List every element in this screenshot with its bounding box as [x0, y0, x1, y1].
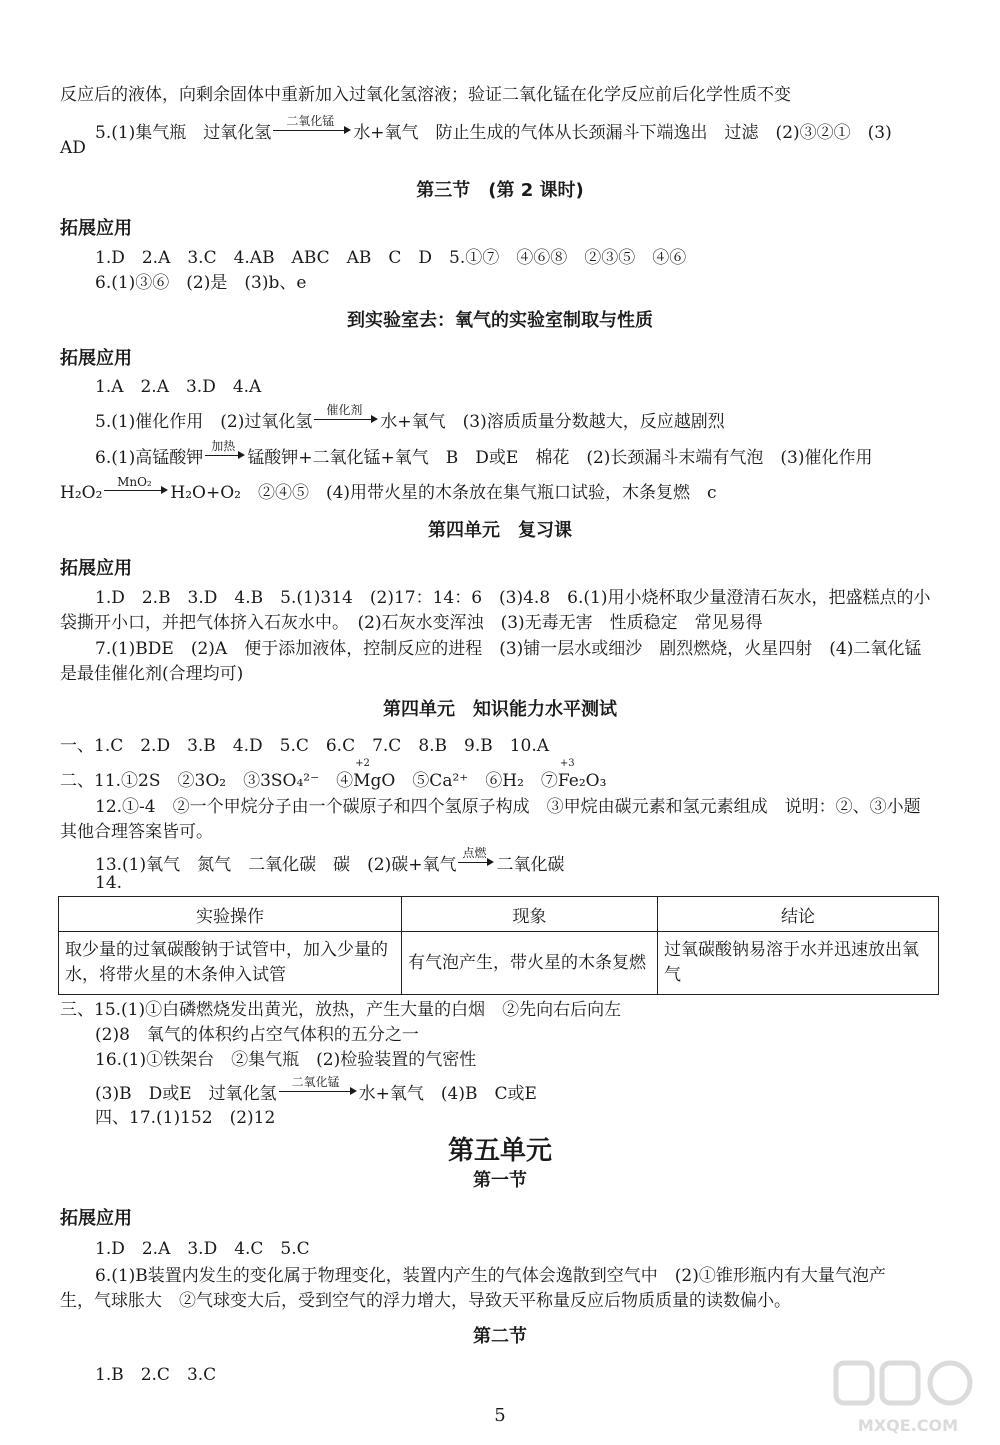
table-header-row — [59, 897, 939, 932]
subheading: 拓展应用 — [60, 218, 132, 239]
table-cell: 有气泡产生，带火星的木条复燃 — [402, 932, 658, 995]
reaction-arrow: 二氧化锰 — [273, 121, 351, 138]
subheading: 拓展应用 — [60, 348, 132, 369]
answer-line: 三、15.(1)①白磷燃烧发出黄光，放热，产生大量的白烟 ②先向右后向左 — [60, 1000, 622, 1020]
answer-line: H₂O₂ MnO₂ H₂O+O₂ ②④⑤ (4)用带火星的木条放在集气瓶口试验，木条复燃 c — [60, 475, 717, 503]
section-heading: 第三节 (第 2 课时) — [416, 180, 584, 201]
section-heading: 第二节 — [473, 1326, 527, 1347]
table-header: 实验操作 — [59, 897, 402, 932]
table-header: 现象 — [402, 897, 658, 932]
answer-line: 5.(1)催化作用 (2)过氧化氢 催化剂 水+氧气 (3)溶质质量分数越大，反应越剧烈 — [95, 403, 725, 432]
answer-line: 是最佳催化剂(合理均可) — [60, 664, 244, 684]
answer-line: 6.(1)高锰酸钾 加热 锰酸钾+二氧化锰+氧气 B D或E 棉花 (2)长颈漏斗末端有气泡 (3)催化作用 — [95, 439, 873, 468]
section-heading: 到实验室去：氧气的实验室制取与性质 — [347, 310, 653, 331]
experiment-table — [58, 896, 939, 995]
answer-line: 16.(1)①铁架台 ②集气瓶 (2)检验装置的气密性 — [95, 1050, 477, 1070]
section-heading: 第四单元 知识能力水平测试 — [383, 699, 617, 720]
answer-line: 14. — [95, 873, 123, 893]
answer-line: 1.D 2.B 3.D 4.B 5.(1)314 (2)17：14：6 (3)4.8 6.(1)用小烧杯取少量澄清石灰水，把盛糕点的小 — [95, 588, 931, 608]
answer-line: 二、11.①2S ②3O₂ ③3SO₄²⁻ ④ +2 MgO ⑤Ca²⁺ ⑥H₂ ⑦ +3 Fe₂O₃ — [60, 758, 607, 791]
subheading: 拓展应用 — [60, 1208, 132, 1229]
answer-line: 13.(1)氧气 氮气 二氧化碳 碳 (2)碳+氧气 点燃 二氧化碳 — [95, 846, 565, 875]
answer-line: 6.(1)③⑥ (2)是 (3)b、e — [95, 273, 307, 293]
svg-text:MXQE.COM: MXQE.COM — [857, 1416, 959, 1435]
answer-line: 5.(1)集气瓶 过氧化氢 二氧化锰 水+氧气 防止生成的气体从长颈漏斗下端逸出 过滤 (2)③②① (3) — [95, 114, 892, 143]
answer-line: 四、17.(1)152 (2)12 — [95, 1108, 276, 1128]
answer-line: 其他合理答案皆可。 — [60, 822, 213, 842]
reaction-arrow: 二氧化锰 — [279, 1082, 357, 1099]
answer-line: 一、1.C 2.D 3.B 4.D 5.C 6.C 7.C 8.B 9.B 10.A — [60, 736, 550, 756]
answer-line: 反应后的液体，向剩余固体中重新加入过氧化氢溶液；验证二氧化锰在化学反应前后化学性质不变 — [60, 85, 791, 105]
answer-line: 1.D 2.A 3.C 4.AB ABC AB C D 5.①⑦ ④⑥⑧ ②③⑤ ④⑥ — [95, 248, 687, 268]
reaction-arrow: MnO₂ — [104, 481, 168, 498]
watermark-logo-icon — [828, 1359, 988, 1437]
reaction-arrow: 加热 — [205, 446, 245, 463]
section-heading: 第一节 — [473, 1170, 527, 1191]
page-number: 5 — [494, 1405, 506, 1426]
unit-title: 第五单元 — [447, 1136, 552, 1166]
answer-line: 6.(1)B装置内发生的变化属于物理变化，装置内产生的气体会逸散到空气中 (2)①锥形瓶内有大量气泡产 — [95, 1266, 886, 1286]
section-heading: 第四单元 复习课 — [428, 520, 572, 541]
answer-line: (3)B D或E 过氧化氢 二氧化锰 水+氧气 (4)B C或E — [95, 1075, 537, 1104]
answer-line: 12.①-4 ②一个甲烷分子由一个碳原子和四个氢原子构成 ③甲烷由碳元素和氢元素组成 说明：②、③小题 — [95, 797, 921, 817]
answer-line: (2)8 氧气的体积约占空气体积的五分之一 — [95, 1025, 419, 1045]
answer-line: 7.(1)BDE (2)A 便于添加液体，控制反应的进程 (3)铺一层水或细沙 剧烈燃烧，火星四射 (4)二氧化锰 — [95, 639, 922, 659]
answer-line: AD — [60, 138, 86, 158]
subheading: 拓展应用 — [60, 558, 132, 579]
answer-line: 袋撕开小口，并把气体挤入石灰水中。 (2)石灰水变浑浊 (3)无毒无害 性质稳定 常见易得 — [60, 613, 763, 633]
reaction-arrow: 点燃 — [458, 853, 494, 870]
answer-line: 1.B 2.C 3.C — [95, 1365, 217, 1385]
table-cell: 取少量的过氧碳酸钠于试管中，加入少量的水，将带火星的木条伸入试管 — [59, 932, 402, 995]
answer-line: 1.D 2.A 3.D 4.C 5.C — [95, 1239, 310, 1259]
table-header: 结论 — [658, 897, 939, 932]
reaction-arrow: 催化剂 — [314, 410, 378, 427]
answer-line: 生，气球胀大 ②气球变大后，受到空气的浮力增大，导致天平称量反应后物质质量的读数偏小。 — [60, 1291, 791, 1311]
answer-line: 1.A 2.A 3.D 4.A — [95, 377, 262, 397]
table-row — [59, 932, 939, 995]
table-cell: 过氧碳酸钠易溶于水并迅速放出氧气 — [658, 932, 939, 995]
